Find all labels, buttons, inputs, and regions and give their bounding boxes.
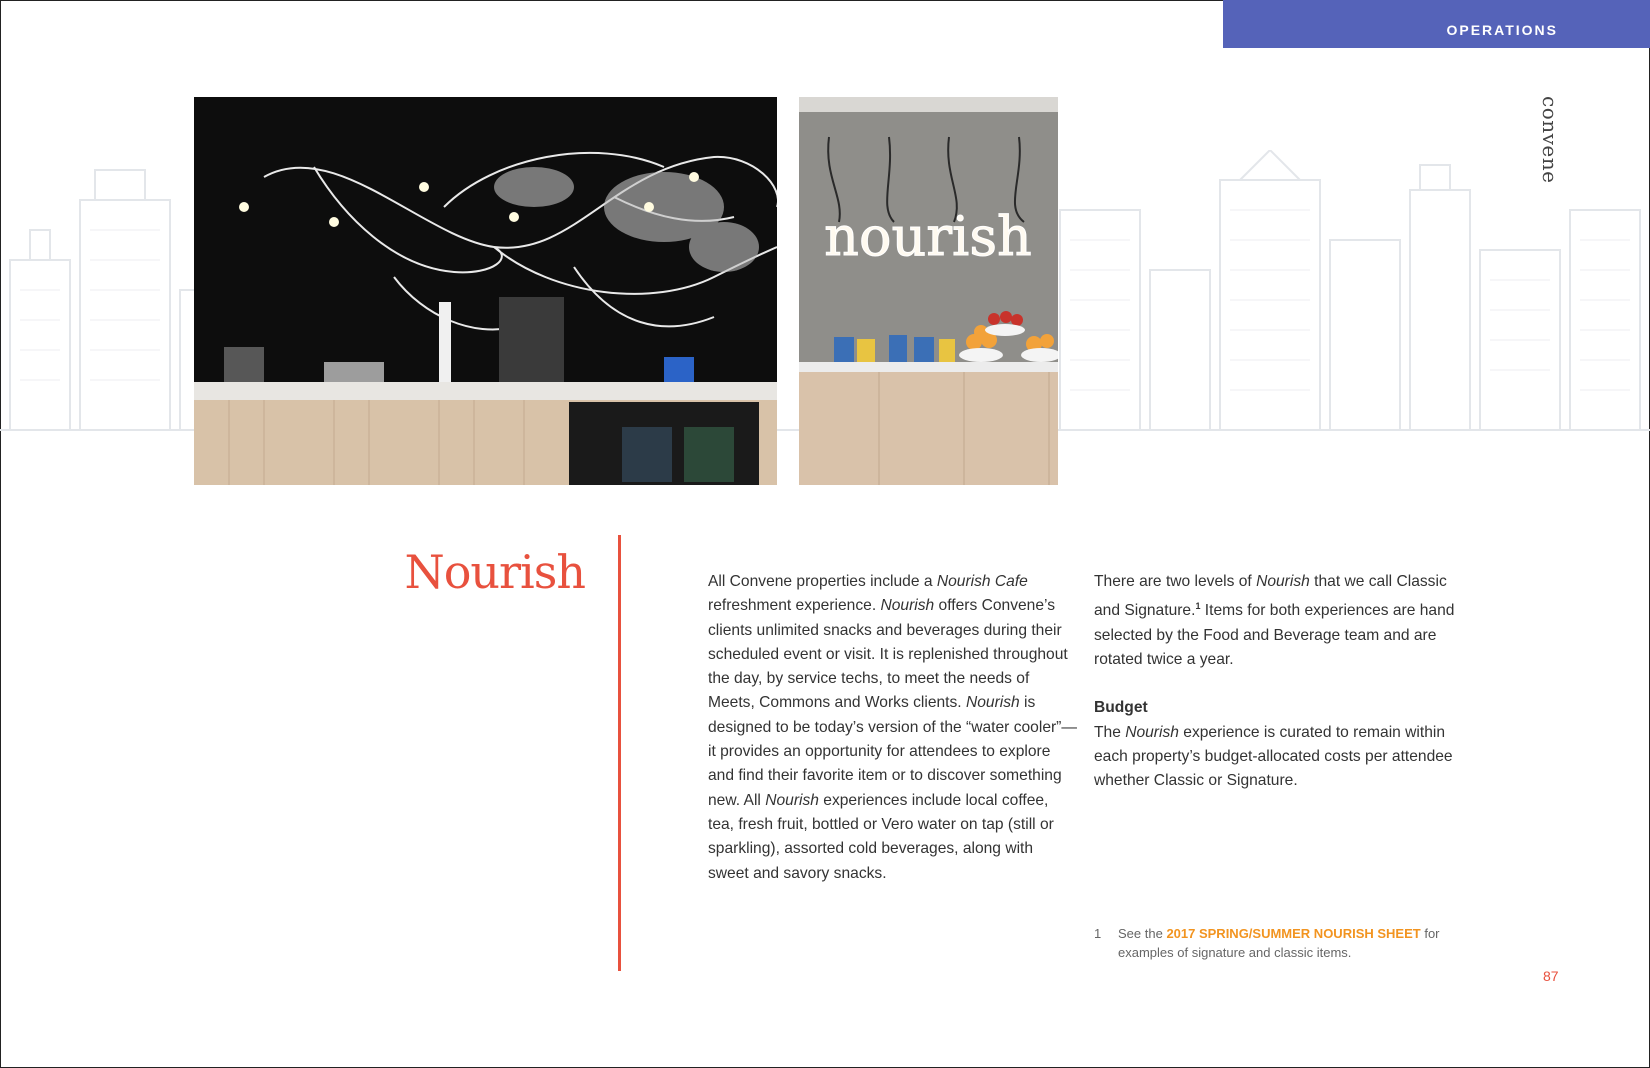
nourish-neon-photo	[799, 97, 1058, 485]
neon-sign-text: nourish	[824, 205, 1032, 268]
page-title: Nourish	[404, 545, 585, 599]
page-number: 87	[1543, 968, 1559, 984]
budget-heading: Budget	[1094, 699, 1148, 717]
levels-paragraph: There are two levels of Nourish that we call Classic and Signature.$^1$ Items for both experiences are hand selected by the Food and Beverage team and are rotated twice a year.	[1094, 573, 1455, 669]
section-tab	[1223, 0, 1650, 48]
brand-logo: convene	[1538, 96, 1562, 184]
title-divider	[618, 535, 621, 971]
section-label: OPERATIONS	[1446, 22, 1558, 38]
footnote-ref: 1	[1195, 601, 1201, 612]
nourish-sheet-link[interactable]: 2017 SPRING/SUMMER NOURISH SHEET	[1166, 926, 1421, 941]
cafe-mural-photo	[194, 97, 777, 485]
budget-paragraph: The Nourish experience is curated to remain within each property’s budget-allocated costs per attendee whether Classic or Signature.	[1094, 723, 1453, 790]
intro-paragraph: All Convene properties include a Nourish Cafe refreshment experience. Nourish offers Convene’s clients unlimited snacks and beverages during their scheduled event or visit. It is replenished throughout the day, by service techs, to meet the needs of Meets, Commons and Works clients. Nourish is designed to be today’s version of the “water cooler”—it provides an opportunity for attendees to explore and find their favorite item or to discover something new. All Nourish experiences include local coffee, tea, fresh fruit, bottled or Vero water on tap (still or sparkling), assorted cold beverages, along with sweet and savory snacks.	[708, 573, 1077, 882]
footnote-number: 1	[1094, 926, 1102, 941]
body-column-1	[708, 570, 1078, 886]
body-column-2	[1094, 570, 1464, 794]
